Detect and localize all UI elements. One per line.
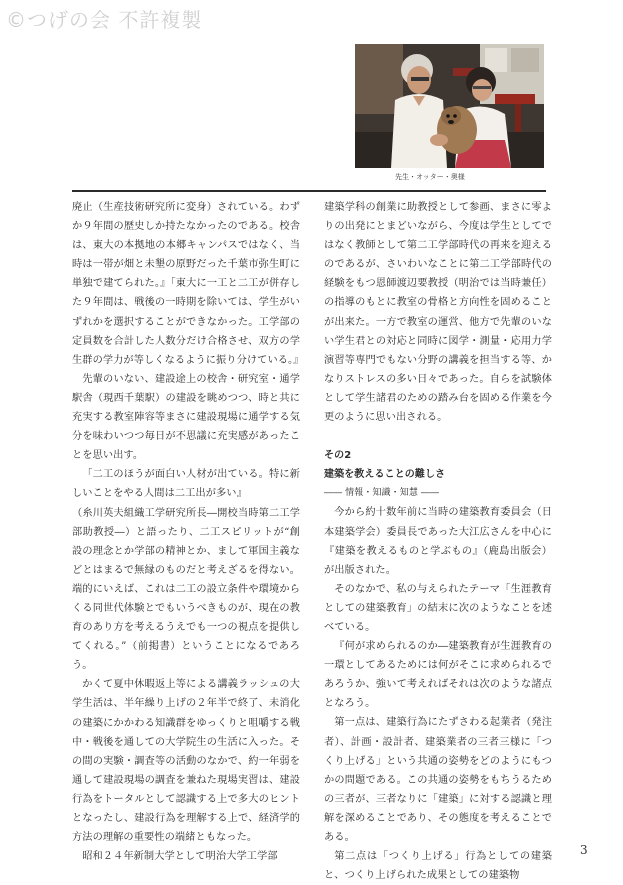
body-paragraph: 第一点は、建築行為にたずさわる起業者（発注者）、計画・設計者、建築業者の三者三様に「つくり上げる」という共通の姿勢をどのようにもつかの問題である。この共通の姿勢をもちうるための三者が、三者なりに「建築」に対する認識と理解を深めることであり、その態度を考えることである。 — [324, 717, 552, 843]
portrait-photo — [355, 44, 544, 168]
body-paragraph: 建築学科の創業に助教授として参画、まさに零よりの出発にとまどいながら、今度は学生としてではなく教師として第二工学部時代の再来を迎えるのであるが、さいわいなことに第二工学部時代の経験をもつ恩師渡辺要教授（明治では当時兼任）の指導のもとに教室の骨格と方向性を固めることが出来た。一方で教室の運営、他方で先輩のいない学生君との対応と同時に図学・測量・応用力学演習等専門でもない分野の講義を担当する等、かなりストレスの多い日々であった。自らを試験体として学生諸君のための踏み台を固める作業を今更のように思い出される。 — [324, 202, 552, 424]
right-column — [324, 198, 552, 885]
copyright-watermark: ©つげの会 不許複製 — [6, 8, 203, 32]
body-paragraph: 昭和２４年新制大学として明治大学工学部 — [82, 851, 278, 863]
body-paragraph: 今から約十数年前に当時の建築教育委員会（日本建築学会）委員長であった大江広さんを中心に『建築を教えるものと学ぶもの』（鹿島出版会）が出版された。 — [324, 507, 552, 576]
body-paragraph: （糸川英夫組織工学研究所長―開校当時第二工学部助教授―）と語ったり、二工スピリットが“創設の理念とか学部の精神とか、まして軍国主義などとはまるで無縁のものだと考えざるを得ない。端的にいえば、これは二工の設立条件や環境からくる同世代体験とでもいうべきものが、現在の教育のあり方を考えるうえでも一つの視点を提供してくれる。”（前掲書）ということになるであろう。 — [72, 507, 300, 672]
body-paragraph: 先輩のいない、建設途上の校舎・研究室・通学駅舎（現西千葉駅）の建設を眺めつつ、時と共に充実する教室陣容等まさに建設現場に通学する気分を味わいつつ毎日が不思議に充実感があったことを思い出す。 — [72, 373, 300, 462]
body-paragraph: かくて夏中休暇返上等による講義ラッシュの大学生活は、半年繰り上げの２年半で終了、未消化の建築にかかわる知識群をゆっくりと咀嚼する戦中・戦後を通しての大学院生の生活に入った。その間の実験・調査等の活動のなかで、約一年弱を通して建設現場の調査を兼ねた現場実習は、建設行為をトータルとして認識する上で多大のヒントとなったし、建設行為を理解する上で、経済学的方法の理解の重要性の端緒ともなった。 — [72, 679, 300, 844]
header-divider — [72, 190, 546, 192]
body-paragraph: 廃止（生産技術研究所に変身）されている。わずか９年間の歴史しか持たなかったのである。校舎は、東大の本拠地の本郷キャンパスではなく、当時は一帯が畑と未墾の原野だった千葉市弥生町に単独で建てられた。』「東大に一工と二工が併存した９年間は、戦後の一時期を除いては、学生がいずれかを選択することができなかった。工学部の定員数を合計した人数分だけ合格させ、双方の学生群の学力が等しくなるように振り分けている。』 — [72, 202, 304, 366]
left-column — [72, 198, 304, 866]
section-spacer — [324, 427, 552, 446]
page-number: 3 — [580, 843, 588, 857]
section-title: 建築を教えることの難しさ — [324, 469, 446, 481]
body-paragraph: そのなかで、私の与えられたテーマ「生涯教育としての建築教育」の結末に次のようなことを述べている。 — [324, 583, 552, 633]
quote-paragraph: 『何が求められるのか―建築教育が生涯教育の一環としてあるためには何がそこに求められるであろうか、強いて考えればそれは次のような諸点となろう。 — [324, 641, 552, 710]
section-number: その2 — [324, 450, 352, 462]
body-paragraph: 第二点は「つくり上げる」行為としての建築と、つくり上げられた成果としての建築物 — [324, 851, 552, 882]
quote-paragraph: 「二工のほうが面白い人材が出ている。特に新しいことをやる人間は二工出が多い』 — [72, 469, 300, 500]
photo-caption: 先生・オッター・奥様 — [395, 173, 465, 181]
section-subtitle: ―― 情報・知識・知慧 ―― — [324, 488, 440, 499]
